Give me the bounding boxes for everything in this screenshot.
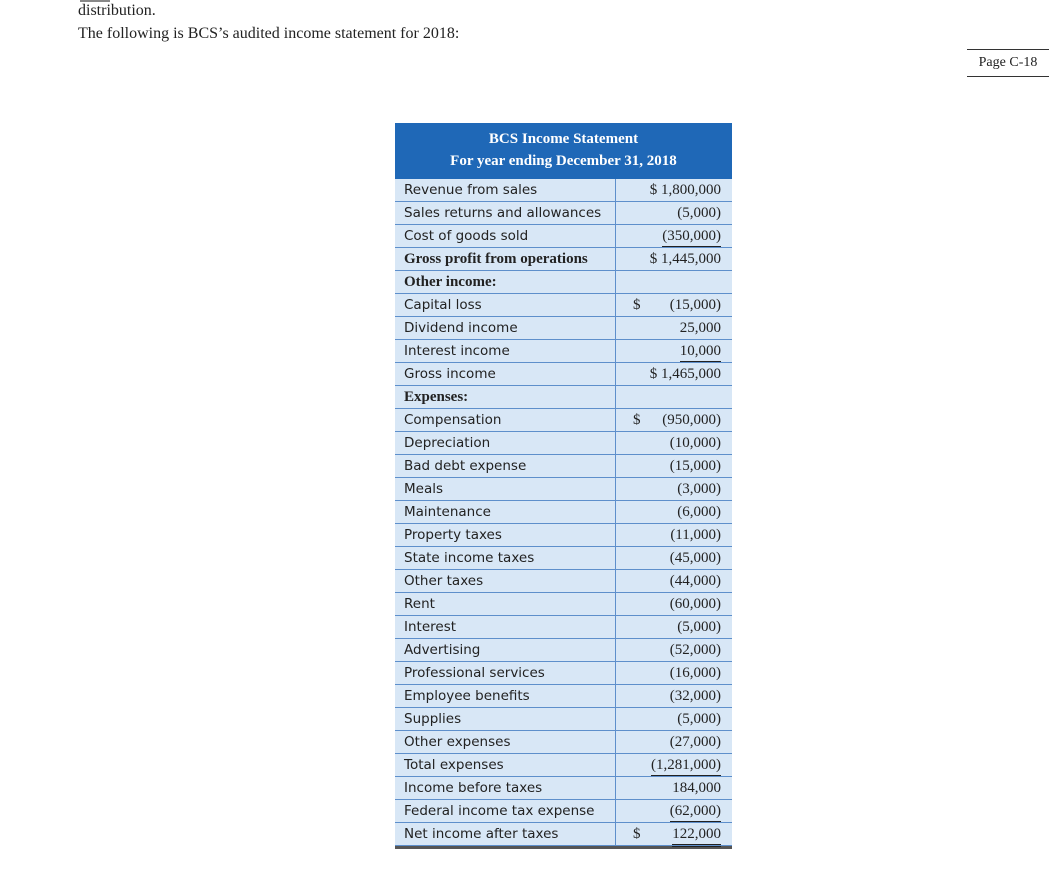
row-interest-income <box>395 340 732 363</box>
row-capital-loss <box>395 294 732 317</box>
row-label: State income taxes <box>395 547 616 569</box>
row-value: 10,000 <box>616 340 732 362</box>
row-value: (5,000) <box>677 619 721 635</box>
row-value: (10,000) <box>669 435 721 451</box>
row-label: Meals <box>395 478 616 500</box>
row-label: Expenses: <box>395 386 616 408</box>
row-other-expenses <box>395 731 732 754</box>
row-employee-benefits <box>395 685 732 708</box>
row-label: Sales returns and allowances <box>395 202 616 224</box>
row-label: Supplies <box>395 708 616 730</box>
row-label: Gross income <box>395 363 616 385</box>
row-label: Professional services <box>395 662 616 684</box>
row-value: (52,000) <box>669 642 721 658</box>
row-value: (6,000) <box>677 504 721 520</box>
row-sales-returns <box>395 202 732 225</box>
row-label: Depreciation <box>395 432 616 454</box>
intro-text-line1: distribution. <box>78 2 156 19</box>
row-value: 25,000 <box>679 320 721 336</box>
row-gross-income <box>395 363 732 386</box>
row-professional-services <box>395 662 732 685</box>
row-value: (3,000) <box>677 481 721 497</box>
row-label: Total expenses <box>395 754 616 776</box>
row-value: $ 1,465,000 <box>649 366 721 382</box>
row-label: Cost of goods sold <box>395 225 616 247</box>
page-label: Page C-18 <box>967 49 1049 77</box>
row-label: Other income: <box>395 271 616 293</box>
row-label: Compensation <box>395 409 616 431</box>
row-label: Interest income <box>395 340 616 362</box>
row-value: $ (15,000) <box>616 294 732 316</box>
row-net-income-after-taxes <box>395 823 732 846</box>
row-label: Dividend income <box>395 317 616 339</box>
row-federal-income-tax <box>395 800 732 823</box>
row-meals <box>395 478 732 501</box>
row-value: (350,000) <box>616 225 732 247</box>
row-other-taxes <box>395 570 732 593</box>
row-expenses-heading <box>395 386 732 409</box>
row-label: Maintenance <box>395 501 616 523</box>
row-label: Other taxes <box>395 570 616 592</box>
row-value: (5,000) <box>677 205 721 221</box>
row-value: (32,000) <box>669 688 721 704</box>
row-label: Property taxes <box>395 524 616 546</box>
row-other-income-heading <box>395 271 732 294</box>
row-value <box>616 271 732 293</box>
row-property-taxes <box>395 524 732 547</box>
row-label: Employee benefits <box>395 685 616 707</box>
row-value <box>616 386 732 408</box>
row-label: Gross profit from operations <box>395 248 616 270</box>
row-label: Other expenses <box>395 731 616 753</box>
row-depreciation <box>395 432 732 455</box>
row-value: $ 1,445,000 <box>649 251 721 267</box>
row-label: Bad debt expense <box>395 455 616 477</box>
row-label: Advertising <box>395 639 616 661</box>
row-revenue-from-sales <box>395 179 732 202</box>
currency-symbol: $ <box>633 297 641 313</box>
row-value: (15,000) <box>669 458 721 474</box>
row-bad-debt-expense <box>395 455 732 478</box>
row-advertising <box>395 639 732 662</box>
row-income-before-taxes <box>395 777 732 800</box>
row-label: Income before taxes <box>395 777 616 799</box>
row-value: (27,000) <box>669 734 721 750</box>
row-value: (11,000) <box>670 527 721 543</box>
intro-text-line2: The following is BCS’s audited income statement for 2018: <box>78 25 460 42</box>
statement-header <box>395 123 732 179</box>
row-gross-profit <box>395 248 732 271</box>
row-value: $ 1,800,000 <box>649 182 721 198</box>
row-label: Federal income tax expense <box>395 800 616 822</box>
row-value: 184,000 <box>672 780 721 796</box>
row-value: (45,000) <box>669 550 721 566</box>
row-value: $ (950,000) <box>616 409 732 431</box>
row-label: Interest <box>395 616 616 638</box>
row-dividend-income <box>395 317 732 340</box>
currency-symbol: $ <box>633 826 641 842</box>
row-compensation <box>395 409 732 432</box>
row-label: Rent <box>395 593 616 615</box>
currency-symbol: $ <box>633 412 641 428</box>
row-rent <box>395 593 732 616</box>
row-label: Net income after taxes <box>395 823 616 845</box>
row-value: (5,000) <box>677 711 721 727</box>
row-value: (16,000) <box>669 665 721 681</box>
row-maintenance <box>395 501 732 524</box>
row-cost-of-goods-sold <box>395 225 732 248</box>
row-supplies <box>395 708 732 731</box>
row-state-income-taxes <box>395 547 732 570</box>
statement-rows <box>395 179 732 846</box>
row-value: (62,000) <box>616 800 732 822</box>
row-label: Revenue from sales <box>395 179 616 201</box>
row-value: (44,000) <box>669 573 721 589</box>
row-value: (60,000) <box>669 596 721 612</box>
row-total-expenses <box>395 754 732 777</box>
row-interest <box>395 616 732 639</box>
statement-subtitle: For year ending December 31, 2018 <box>450 153 677 169</box>
row-value: (1,281,000) <box>616 754 732 776</box>
row-label: Capital loss <box>395 294 616 316</box>
income-statement-table <box>395 123 732 849</box>
statement-title: BCS Income Statement <box>488 131 639 147</box>
row-value: $ 122,000 <box>616 823 732 845</box>
